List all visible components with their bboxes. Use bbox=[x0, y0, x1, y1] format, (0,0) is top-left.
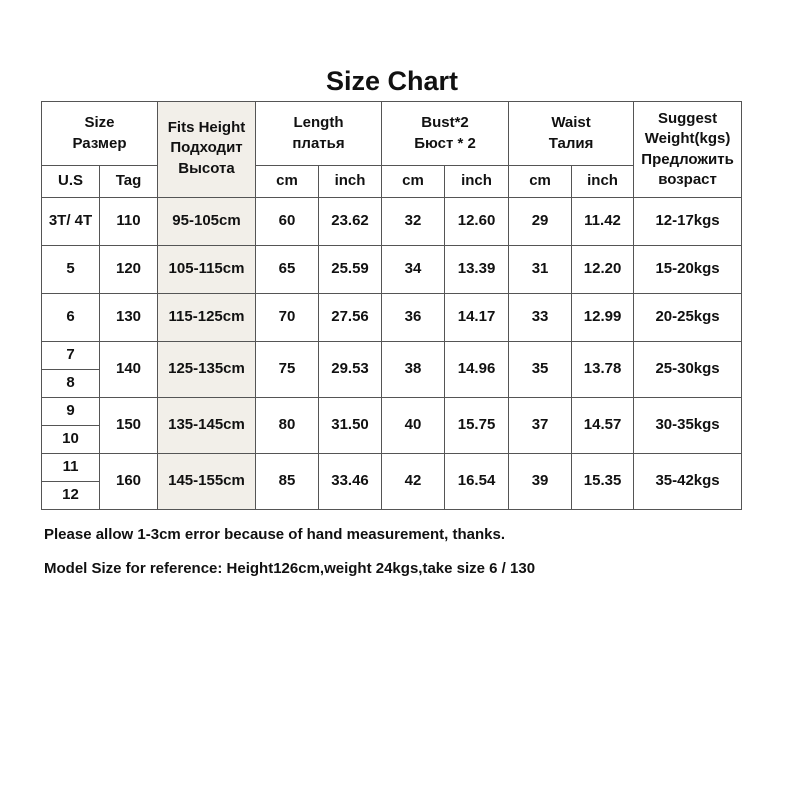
length-cm-cell: 80 bbox=[256, 398, 319, 454]
waist-in-cell: 12.99 bbox=[572, 294, 634, 342]
weight-cell: 20-25kgs bbox=[634, 294, 742, 342]
bust-in-cell: 16.54 bbox=[445, 454, 509, 510]
waist-cm-cell: 35 bbox=[509, 342, 572, 398]
waist-header-ru: Талия bbox=[548, 134, 594, 152]
weight-header-3: Предложить bbox=[641, 150, 734, 168]
weight-cell: 30-35kgs bbox=[634, 398, 742, 454]
us-size-cell: 11 bbox=[42, 454, 100, 482]
tag-cell: 150 bbox=[100, 398, 158, 454]
tag-cell: 140 bbox=[100, 342, 158, 398]
waist-in-cell: 14.57 bbox=[572, 398, 634, 454]
us-size-cell: 9 bbox=[42, 398, 100, 426]
model-size-note: Model Size for reference: Height126cm,weight 24kgs,take size 6 / 130 bbox=[44, 560, 536, 577]
bust-header bbox=[382, 102, 509, 166]
bust-header-ru: Бюст * 2 bbox=[414, 134, 476, 152]
height-cell: 125-135cm bbox=[158, 342, 256, 398]
weight-cell: 12-17kgs bbox=[634, 198, 742, 246]
bust-header-en: Bust*2 bbox=[421, 114, 469, 132]
table-row bbox=[42, 198, 742, 246]
fits-height-header-ru2: Высота bbox=[178, 159, 235, 177]
us-size-cell: 12 bbox=[42, 482, 100, 510]
waist-cm-cell: 37 bbox=[509, 398, 572, 454]
length-inch-header: inch bbox=[319, 166, 382, 198]
bust-in-cell: 14.17 bbox=[445, 294, 509, 342]
waist-cm-cell: 39 bbox=[509, 454, 572, 510]
waist-inch-header: inch bbox=[572, 166, 634, 198]
table-row bbox=[42, 246, 742, 294]
waist-in-cell: 12.20 bbox=[572, 246, 634, 294]
us-size-cell: 3T/ 4T bbox=[42, 198, 100, 246]
waist-cm-cell: 33 bbox=[509, 294, 572, 342]
weight-cell: 15-20kgs bbox=[634, 246, 742, 294]
height-cell: 115-125cm bbox=[158, 294, 256, 342]
us-header: U.S bbox=[42, 166, 100, 198]
length-cm-cell: 85 bbox=[256, 454, 319, 510]
waist-header bbox=[509, 102, 634, 166]
bust-in-cell: 14.96 bbox=[445, 342, 509, 398]
length-header-en: Length bbox=[293, 114, 344, 132]
waist-cm-cell: 29 bbox=[509, 198, 572, 246]
length-header-ru: платья bbox=[292, 134, 345, 152]
weight-header-2: Weight(kgs) bbox=[644, 130, 731, 148]
waist-header-en: Waist bbox=[551, 114, 591, 132]
us-size-cell: 6 bbox=[42, 294, 100, 342]
header-row bbox=[42, 102, 742, 166]
waist-in-cell: 11.42 bbox=[572, 198, 634, 246]
measurement-note: Please allow 1-3cm error because of hand measurement, thanks. bbox=[44, 526, 506, 543]
bust-cm-cell: 38 bbox=[382, 342, 445, 398]
table-row bbox=[42, 294, 742, 342]
bust-cm-cell: 40 bbox=[382, 398, 445, 454]
height-cell: 135-145cm bbox=[158, 398, 256, 454]
height-cell: 145-155cm bbox=[158, 454, 256, 510]
length-in-cell: 29.53 bbox=[319, 342, 382, 398]
weight-header-4: возраст bbox=[658, 170, 717, 188]
us-size-cell: 5 bbox=[42, 246, 100, 294]
size-header bbox=[42, 102, 158, 166]
table-row bbox=[42, 454, 742, 482]
tag-cell: 110 bbox=[100, 198, 158, 246]
bust-cm-cell: 36 bbox=[382, 294, 445, 342]
length-cm-cell: 75 bbox=[256, 342, 319, 398]
waist-in-cell: 15.35 bbox=[572, 454, 634, 510]
fits-height-header-en: Fits Height bbox=[167, 119, 246, 136]
waist-cm-cell: 31 bbox=[509, 246, 572, 294]
waist-cm-header: cm bbox=[509, 166, 572, 198]
bust-cm-cell: 34 bbox=[382, 246, 445, 294]
bust-inch-header: inch bbox=[445, 166, 509, 198]
table-row bbox=[42, 398, 742, 426]
bust-in-cell: 15.75 bbox=[445, 398, 509, 454]
us-size-cell: 7 bbox=[42, 342, 100, 370]
bust-in-cell: 13.39 bbox=[445, 246, 509, 294]
tag-cell: 130 bbox=[100, 294, 158, 342]
weight-header bbox=[634, 102, 742, 198]
size-chart-table bbox=[41, 101, 742, 510]
length-in-cell: 27.56 bbox=[319, 294, 382, 342]
page-title: Size Chart bbox=[325, 66, 459, 96]
height-cell: 95-105cm bbox=[158, 198, 256, 246]
waist-in-cell: 13.78 bbox=[572, 342, 634, 398]
length-in-cell: 31.50 bbox=[319, 398, 382, 454]
length-cm-cell: 65 bbox=[256, 246, 319, 294]
fits-height-header-ru1: Подходит bbox=[170, 139, 243, 157]
size-header-ru: Размер bbox=[72, 134, 127, 152]
length-header bbox=[256, 102, 382, 166]
tag-cell: 120 bbox=[100, 246, 158, 294]
bust-cm-cell: 32 bbox=[382, 198, 445, 246]
length-cm-cell: 60 bbox=[256, 198, 319, 246]
us-size-cell: 10 bbox=[42, 426, 100, 454]
bust-cm-header: cm bbox=[382, 166, 445, 198]
weight-cell: 35-42kgs bbox=[634, 454, 742, 510]
length-in-cell: 23.62 bbox=[319, 198, 382, 246]
us-size-cell: 8 bbox=[42, 370, 100, 398]
weight-cell: 25-30kgs bbox=[634, 342, 742, 398]
height-cell: 105-115cm bbox=[158, 246, 256, 294]
length-cm-header: cm bbox=[256, 166, 319, 198]
fits-height-header bbox=[158, 102, 256, 198]
tag-cell: 160 bbox=[100, 454, 158, 510]
length-in-cell: 33.46 bbox=[319, 454, 382, 510]
tag-header: Tag bbox=[100, 166, 158, 198]
weight-header-1: Suggest bbox=[657, 110, 718, 127]
bust-in-cell: 12.60 bbox=[445, 198, 509, 246]
length-in-cell: 25.59 bbox=[319, 246, 382, 294]
size-header-en: Size bbox=[84, 114, 115, 132]
table-row bbox=[42, 342, 742, 370]
length-cm-cell: 70 bbox=[256, 294, 319, 342]
bust-cm-cell: 42 bbox=[382, 454, 445, 510]
